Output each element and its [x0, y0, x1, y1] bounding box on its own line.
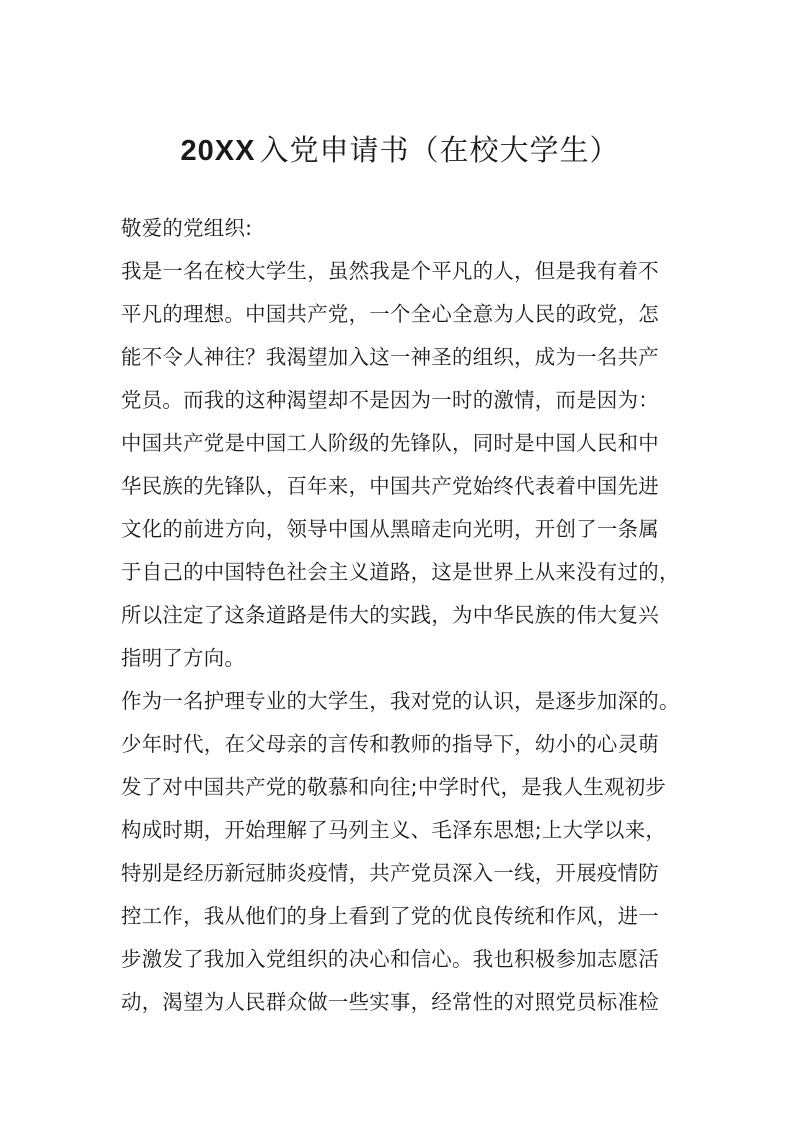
body-line: 指明了方向。 [121, 646, 246, 670]
body-line: 发了对中国共产党的敬慕和向往;中学时代，是我人生观初步 [121, 775, 667, 799]
body-line: 敬爱的党组织: [121, 216, 253, 240]
body-line: 华民族的先锋队，百年来，中国共产党始终代表着中国先进 [121, 474, 659, 498]
body-line: 我是一名在校大学生，虽然我是个平凡的人，但是我有着不 [121, 259, 659, 283]
body-line: 文化的前进方向，领导中国从黑暗走向光明，开创了一条属 [121, 517, 659, 541]
title-year: 20XX [180, 135, 256, 167]
body-line: 于自己的中国特色社会主义道路，这是世界上从来没有过的， [121, 560, 680, 584]
body-line: 控工作，我从他们的身上看到了党的优良传统和作风，进一 [121, 904, 659, 928]
body-line: 能不令人神往？我渴望加入这一神圣的组织，成为一名共产 [121, 345, 659, 369]
body-line: 作为一名护理专业的大学生，我对党的认识，是逐步加深的。 [121, 689, 680, 713]
document-body [121, 207, 691, 1024]
body-line: 步激发了我加入党组织的决心和信心。我也积极参加志愿活 [121, 947, 659, 971]
body-line: 中国共产党是中国工人阶级的先锋队，同时是中国人民和中 [121, 431, 659, 455]
title-text: 入党申请书（在校大学生） [259, 133, 620, 167]
body-line: 所以注定了这条道路是伟大的实践，为中华民族的伟大复兴 [121, 603, 659, 627]
body-line: 党员。而我的这种渴望却不是因为一时的激情，而是因为： [121, 388, 659, 412]
body-line: 少年时代，在父母亲的言传和教师的指导下，幼小的心灵萌 [121, 732, 659, 756]
document-title [0, 130, 800, 171]
body-line: 动，渴望为人民群众做一些实事，经常性的对照党员标准检 [121, 990, 659, 1014]
body-line: 构成时期，开始理解了马列主义、毛泽东思想;上大学以来， [121, 818, 667, 842]
body-line: 平凡的理想。中国共产党，一个全心全意为人民的政党，怎 [121, 302, 659, 326]
body-line: 特别是经历新冠肺炎疫情，共产党员深入一线，开展疫情防 [121, 861, 659, 885]
